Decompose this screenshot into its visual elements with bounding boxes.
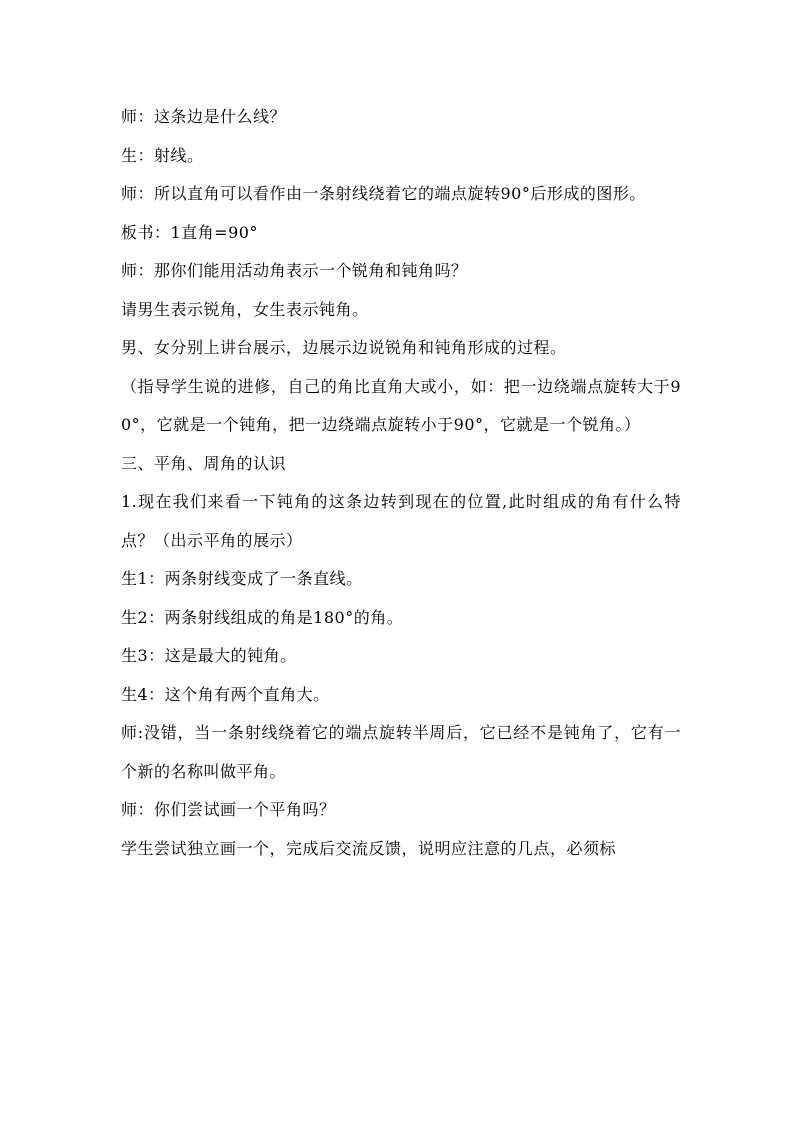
section-heading: 三、平角、周角的认识 <box>121 453 287 473</box>
paragraph: 生2：两条射线组成的角是180°的角。 <box>121 607 404 627</box>
paragraph: 师:没错，当一条射线绕着它的端点旋转半周后，它已经不是钝角了，它有一个新的名称叫做平角。 <box>121 723 681 781</box>
document-body <box>121 98 681 868</box>
paragraph: 师：那你们能用活动角表示一个锐角和钝角吗？ <box>121 261 468 280</box>
paragraph: 师：你们尝试画一个平角吗？ <box>121 800 336 819</box>
paragraph: 师：所以直角可以看作由一条射线绕着它的端点旋转90°后形成的图形。 <box>121 184 646 203</box>
paragraph: 生3：这是最大的钝角。 <box>121 646 297 665</box>
paragraph: 1.现在我们来看一下钝角的这条边转到现在的位置,此时组成的角有什么特点？（出示平角的展示） <box>121 492 681 550</box>
paragraph: 生4：这个角有两个直角大。 <box>121 684 330 704</box>
paragraph: 男、女分别上讲台展示，边展示边说锐角和钝角形成的过程。 <box>121 338 567 357</box>
paragraph: 生1：两条射线变成了一条直线。 <box>121 569 363 588</box>
paragraph: 学生尝试独立画一个，完成后交流反馈，说明应注意的几点，必须标 <box>121 838 617 858</box>
paragraph: 板书：1直角=90° <box>121 222 258 242</box>
paragraph: 生：射线。 <box>121 145 204 165</box>
paragraph: 请男生表示锐角，女生表示钝角。 <box>121 299 369 319</box>
paragraph: 师：这条边是什么线？ <box>121 107 287 126</box>
paragraph: （指导学生说的进修，自己的角比直角大或小，如：把一边绕端点旋转大于90°，它就是一个钝角，把一边绕端点旋转小于90°，它就是一个锐角。） <box>121 376 681 434</box>
